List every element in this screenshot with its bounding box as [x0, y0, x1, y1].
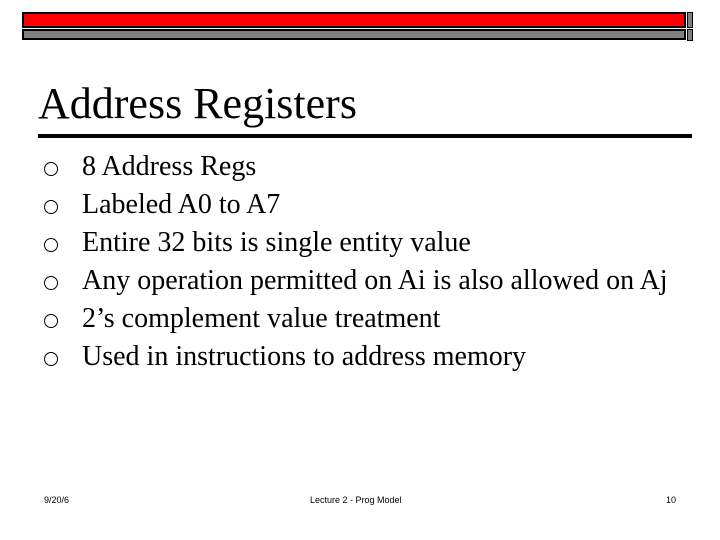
- bullet-item: [44, 226, 684, 260]
- bullet-item: [44, 188, 684, 222]
- hollow-circle-bullet-icon: [44, 352, 58, 366]
- title-underline: [38, 134, 692, 138]
- bullet-item: [44, 264, 684, 298]
- red-header-bar: [22, 12, 686, 28]
- bullet-list: [44, 150, 684, 378]
- bullet-text: Any operation permitted on Ai is also allowed on Aj: [82, 265, 668, 296]
- bullet-text: Used in instructions to address memory: [82, 341, 527, 372]
- hollow-circle-bullet-icon: [44, 200, 58, 214]
- bullet-item: [44, 340, 684, 374]
- hollow-circle-bullet-icon: [44, 162, 58, 176]
- hollow-circle-bullet-icon: [44, 238, 58, 252]
- gray-header-bar: [22, 29, 686, 40]
- footer-date: 9/20/6: [44, 495, 70, 505]
- header-bar-end-cap-top: [687, 12, 693, 28]
- bullet-item: [44, 150, 684, 184]
- footer-title: Lecture 2 - Prog Model: [310, 495, 402, 505]
- bullet-text: 8 Address Regs: [82, 151, 257, 182]
- decorative-header-bars: [22, 12, 690, 42]
- header-bar-end-cap-bottom: [687, 29, 693, 41]
- hollow-circle-bullet-icon: [44, 314, 58, 328]
- bullet-text: Labeled A0 to A7: [82, 189, 281, 220]
- bullet-text: Entire 32 bits is single entity value: [82, 227, 471, 258]
- footer-page-number: 10: [666, 495, 677, 505]
- bullet-text: 2’s complement value treatment: [82, 303, 441, 334]
- bullet-item: [44, 302, 684, 336]
- hollow-circle-bullet-icon: [44, 276, 58, 290]
- slide-title: Address Registers: [38, 79, 357, 128]
